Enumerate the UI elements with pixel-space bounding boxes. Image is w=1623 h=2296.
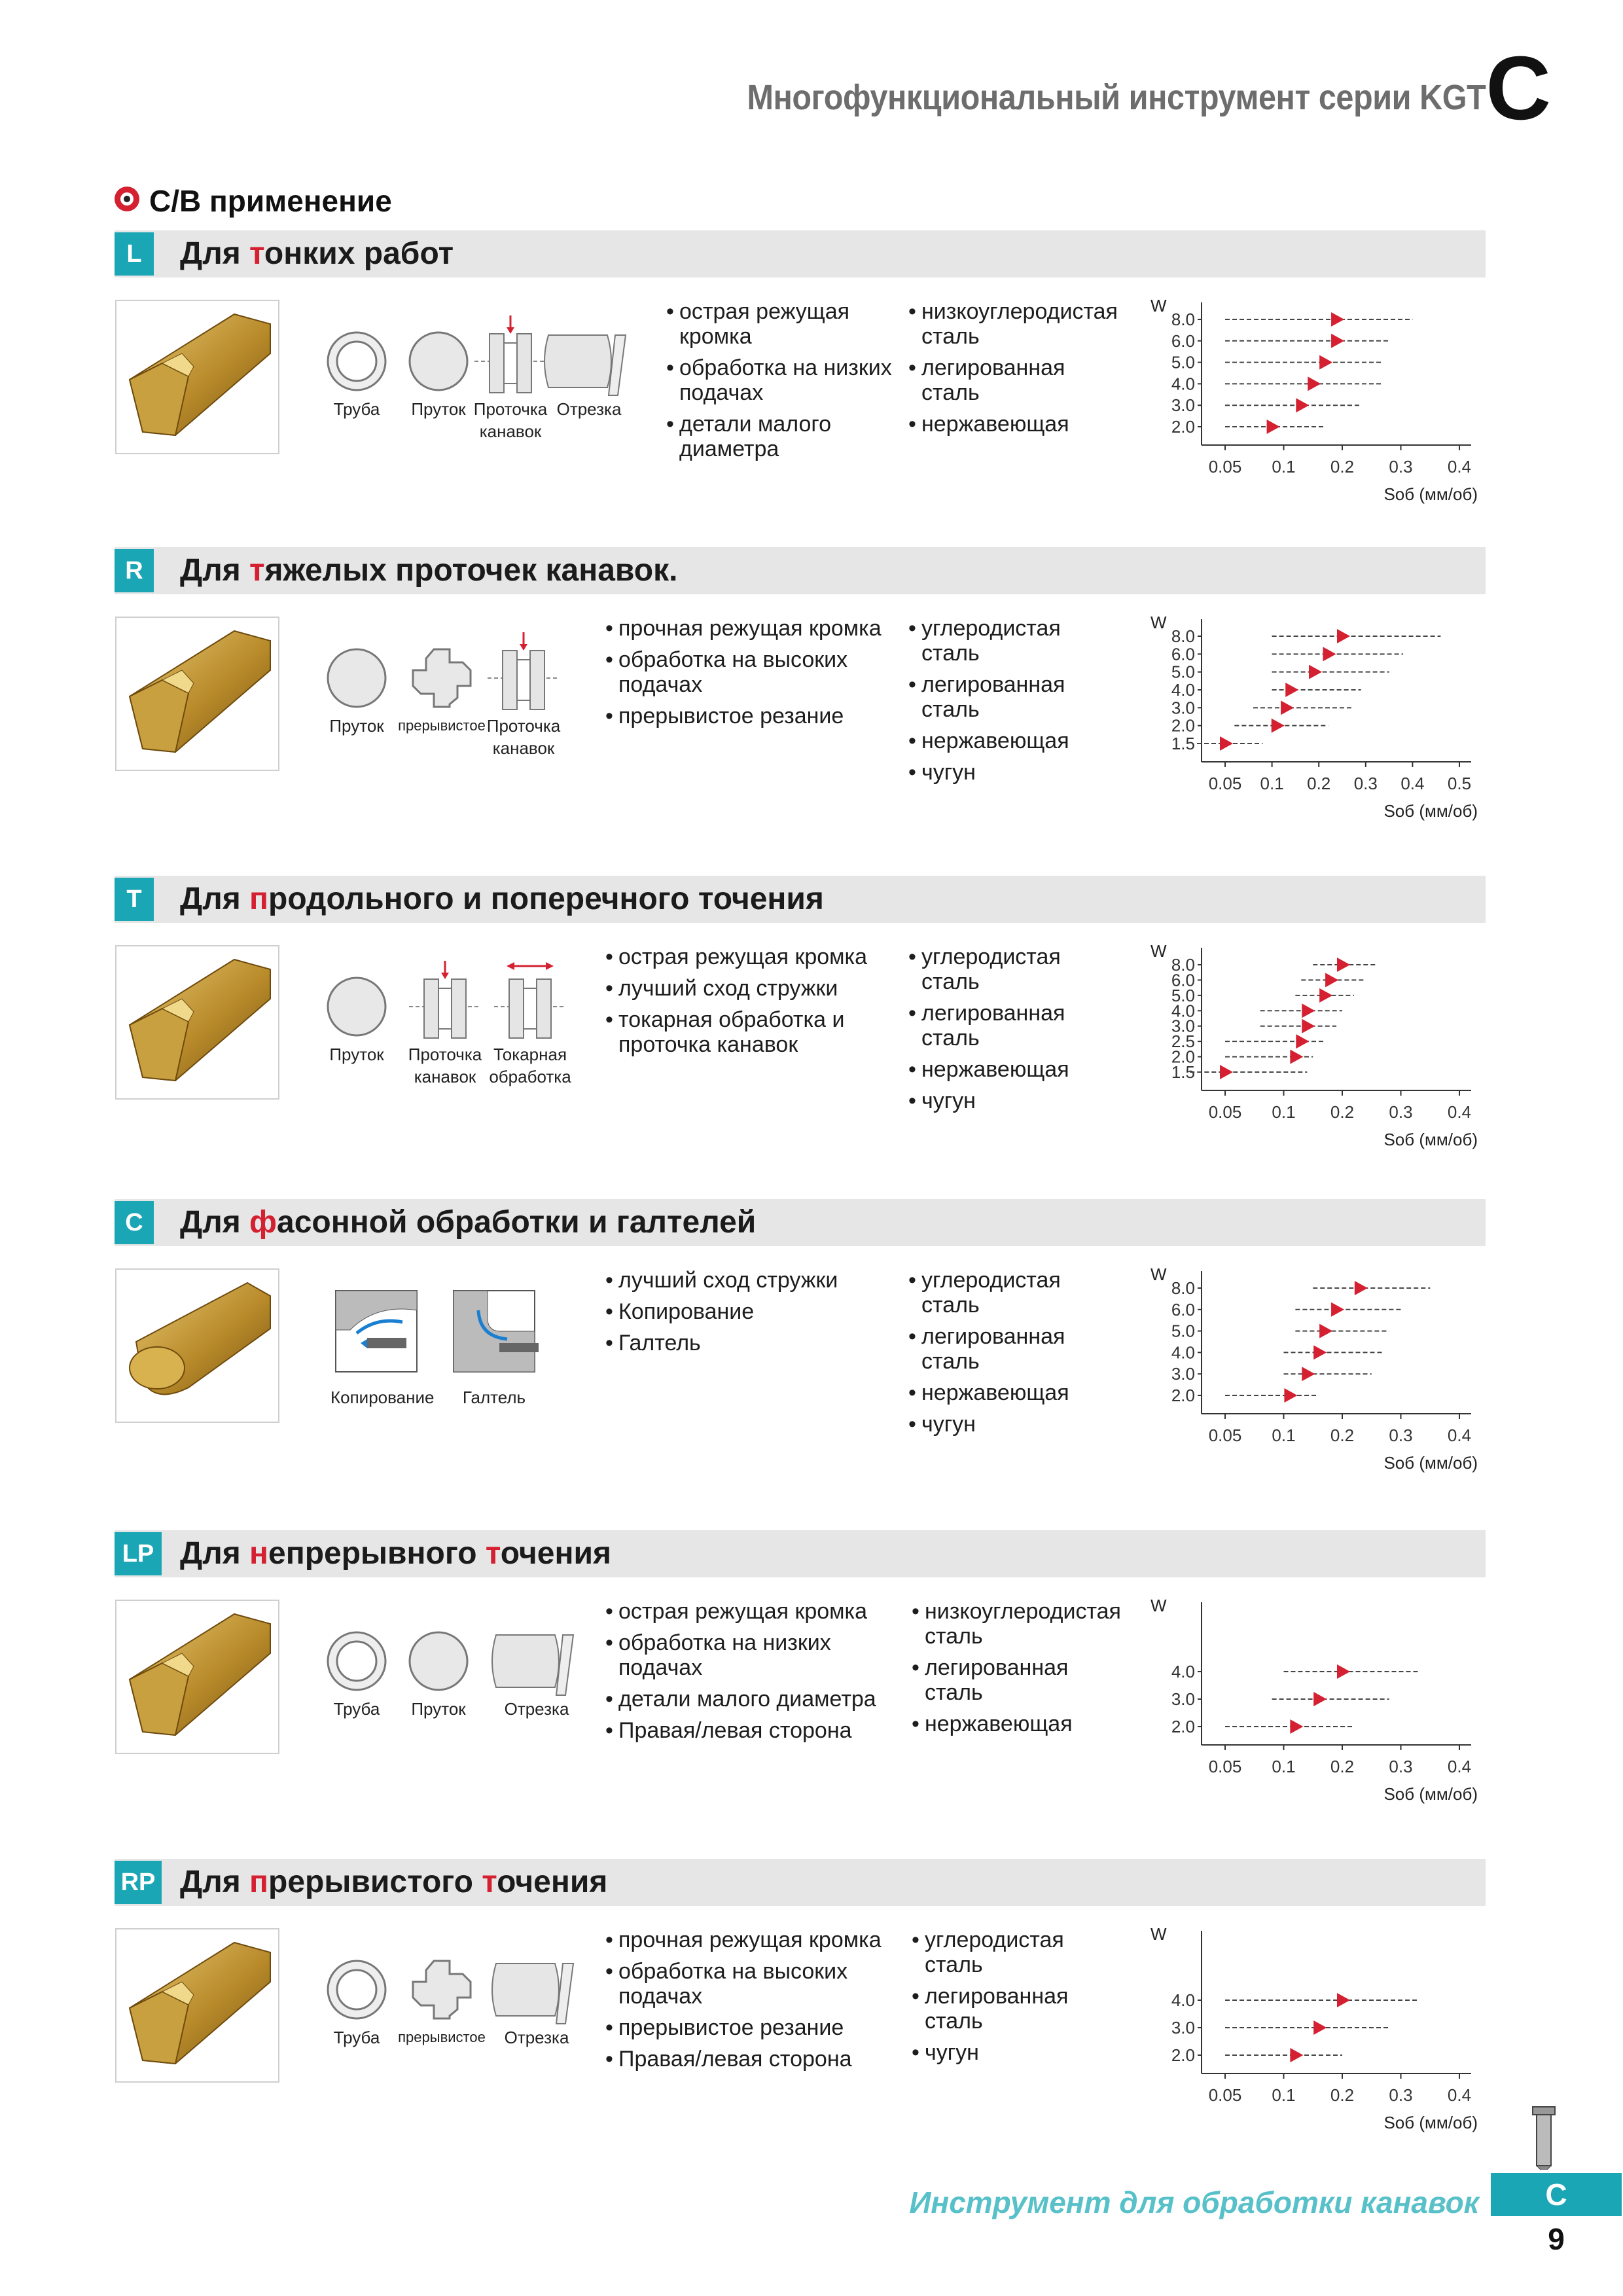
insert-photo	[115, 1268, 279, 1423]
material-item: • легированная сталь	[908, 672, 1124, 722]
feature-item: • обработка на высоких подачах	[605, 1959, 893, 2009]
title-highlight: п	[249, 1865, 269, 1899]
x-tick-label: 0.05	[1208, 774, 1242, 793]
y-tick-label: 2.5	[1171, 1031, 1195, 1052]
feature-item: • острая режущая кромка	[605, 944, 913, 969]
feature-item: • прерывистое резание	[605, 2015, 893, 2040]
application-icon-3	[492, 1964, 573, 2024]
features-list	[605, 1599, 893, 1749]
insert-photo	[115, 1928, 279, 2083]
application-icon-caption: Отрезка	[504, 1699, 569, 1719]
title-text: Для	[180, 1205, 250, 1240]
section-title	[180, 552, 677, 588]
x-tick-label: 0.3	[1389, 1426, 1413, 1445]
x-axis-label: Sоб (мм/об)	[1383, 484, 1478, 504]
title-text: яжелых проточек канавок.	[264, 553, 678, 588]
feature-item: • острая режущая кромка	[605, 1599, 893, 1624]
y-tick-label: 2.0	[1171, 2045, 1195, 2065]
title-highlight: н	[249, 1536, 269, 1571]
application-icon-caption: Пруток	[411, 399, 466, 419]
recommended-feed-marker	[1319, 988, 1332, 1003]
application-icon-caption: Труба	[333, 1699, 380, 1719]
application-icon-2	[413, 1961, 471, 2018]
recommended-feed-marker	[1331, 312, 1344, 327]
recommended-feed-marker	[1355, 1281, 1368, 1295]
material-item: • легированная сталь	[908, 1001, 1124, 1050]
y-tick-label: 5.0	[1171, 985, 1195, 1005]
y-tick-label: 1.5	[1171, 734, 1195, 753]
recommended-feed-marker	[1290, 1050, 1303, 1064]
recommended-feed-marker	[1337, 1664, 1350, 1679]
w-axis-label: W	[1150, 1265, 1167, 1284]
x-tick-label: 0.2	[1330, 457, 1355, 476]
materials-list	[912, 1928, 1128, 2072]
x-tick-label: 0.1	[1272, 1757, 1296, 1776]
x-tick-label: 0.4	[1447, 2085, 1472, 2105]
application-heading: C/B применение	[149, 184, 392, 218]
recommended-feed-marker	[1319, 355, 1332, 370]
section-title	[180, 236, 454, 272]
title-text: очения	[497, 1865, 608, 1899]
material-item: • низкоуглеродистая сталь	[912, 1599, 1128, 1649]
application-icon-caption: Отрезка	[504, 2028, 569, 2047]
material-item: • нержавеющая	[912, 1712, 1128, 1736]
section-letter: C	[1486, 38, 1551, 139]
y-tick-label: 8.0	[1171, 310, 1195, 329]
material-item: • углеродистая сталь	[908, 1268, 1124, 1318]
recommended-feed-marker	[1319, 1324, 1332, 1338]
x-tick-label: 0.05	[1208, 1426, 1242, 1445]
recommended-feed-marker	[1337, 629, 1350, 643]
y-tick-label: 2.0	[1171, 715, 1195, 736]
section-code-badge: LP	[115, 1532, 162, 1575]
insert-photo	[115, 945, 279, 1100]
section-code-badge: T	[115, 878, 154, 921]
recommended-feed-marker	[1325, 973, 1338, 987]
tool-holder-icon	[1518, 2104, 1571, 2170]
application-icon-2	[410, 332, 467, 390]
title-text: Для	[180, 553, 250, 588]
x-tick-label: 0.2	[1307, 774, 1331, 793]
title-text: Для	[180, 1536, 250, 1571]
y-tick-label: 4.0	[1171, 680, 1195, 700]
feature-item: • лучший сход стружки	[605, 1268, 913, 1293]
y-tick-label: 3.0	[1171, 2018, 1195, 2037]
x-axis-label: Sоб (мм/об)	[1383, 1453, 1478, 1473]
y-tick-label: 6.0	[1171, 1299, 1195, 1319]
section-title	[180, 881, 824, 917]
material-item: • нержавеющая	[908, 412, 1124, 437]
title-text: родольного и поперечного точения	[268, 882, 824, 916]
y-tick-label: 3.0	[1171, 698, 1195, 718]
application-icon-2	[413, 649, 471, 707]
application-icon-2	[409, 961, 481, 1038]
recommended-feed-marker	[1220, 736, 1233, 751]
recommended-feed-marker	[1296, 398, 1309, 412]
material-item: • низкоуглеродистая сталь	[908, 299, 1124, 349]
y-tick-label: 8.0	[1171, 626, 1195, 646]
recommended-feed-marker	[1331, 1302, 1344, 1317]
y-tick-label: 4.0	[1171, 1001, 1195, 1021]
x-axis-label: Sоб (мм/об)	[1383, 1130, 1478, 1149]
y-tick-label: 8.0	[1171, 955, 1195, 975]
section-bar-t	[115, 876, 1486, 923]
x-tick-label: 0.5	[1447, 774, 1472, 793]
application-icon-caption: Проточка канавок	[408, 1045, 482, 1086]
x-tick-label: 0.4	[1447, 1426, 1472, 1445]
recommended-feed-marker	[1309, 665, 1322, 679]
recommended-feed-marker	[1284, 1388, 1297, 1403]
feature-item: • Галтель	[605, 1331, 913, 1355]
section-code-badge: R	[115, 549, 154, 592]
title-highlight: т	[485, 1536, 501, 1571]
application-icon-4	[544, 335, 626, 395]
x-tick-label: 0.1	[1272, 1426, 1296, 1445]
title-text: Для	[180, 1865, 250, 1899]
title-highlight: п	[249, 882, 269, 916]
recommended-feed-marker	[1313, 1692, 1327, 1706]
y-tick-label: 4.0	[1171, 1990, 1195, 2010]
y-tick-label: 3.0	[1171, 1364, 1195, 1384]
x-tick-label: 0.3	[1389, 2085, 1413, 2105]
y-tick-label: 5.0	[1171, 1321, 1195, 1341]
application-icon-3	[474, 315, 546, 393]
x-tick-label: 0.1	[1260, 774, 1284, 793]
recommended-feed-marker	[1302, 1003, 1315, 1018]
recommended-feed-marker	[1220, 1065, 1233, 1079]
y-tick-label: 8.0	[1171, 1278, 1195, 1298]
title-highlight: т	[482, 1865, 497, 1899]
feature-item: • Копирование	[605, 1299, 913, 1324]
application-icon-1	[328, 978, 385, 1035]
material-item: • углеродистая сталь	[912, 1928, 1128, 1977]
y-tick-label: 2.0	[1171, 417, 1195, 437]
application-icon-caption: Труба	[333, 399, 380, 419]
application-icon-caption: Проточка канавок	[486, 716, 561, 758]
section-title	[180, 1864, 607, 1900]
recommended-feed-marker	[1313, 1345, 1327, 1359]
material-item: • углеродистая сталь	[908, 944, 1124, 994]
x-tick-label: 0.2	[1330, 1102, 1355, 1122]
recommended-feed-marker	[1302, 1367, 1315, 1381]
feature-item: • обработка на низких подачах	[666, 355, 908, 405]
application-icon-3	[494, 962, 566, 1038]
features-list	[605, 1928, 893, 2078]
w-axis-label: W	[1150, 296, 1167, 315]
application-icons	[308, 1931, 648, 2101]
features-list	[605, 616, 913, 735]
application-icon-caption: Пруток	[329, 1045, 384, 1064]
w-axis-label: W	[1150, 613, 1167, 632]
material-item: • чугун	[912, 2040, 1128, 2065]
section-bar-c	[115, 1199, 1486, 1246]
title-text: асонной обработки и галтелей	[277, 1205, 757, 1240]
recommended-feed-marker	[1267, 420, 1280, 434]
insert-photo	[115, 300, 279, 454]
recommended-feed-marker	[1337, 1993, 1350, 2007]
features-list	[605, 944, 913, 1064]
recommended-feed-marker	[1337, 958, 1350, 972]
material-item: • нержавеющая	[908, 1380, 1124, 1405]
x-tick-label: 0.2	[1330, 1757, 1355, 1776]
materials-list	[908, 944, 1124, 1120]
title-text: очения	[500, 1536, 611, 1571]
recommended-feed-marker	[1281, 700, 1294, 715]
title-text: епрерывного	[268, 1536, 486, 1571]
section-title	[180, 1204, 756, 1240]
x-tick-label: 0.3	[1389, 457, 1413, 476]
material-item: • чугун	[908, 760, 1124, 785]
x-tick-label: 0.4	[1447, 1102, 1472, 1122]
application-icon-caption: Галтель	[462, 1388, 526, 1407]
application-icons	[308, 302, 648, 473]
feature-item: • прочная режущая кромка	[605, 1928, 893, 1952]
y-tick-label: 2.0	[1171, 1717, 1195, 1736]
x-axis-label: Sоб (мм/об)	[1383, 801, 1478, 821]
x-tick-label: 0.1	[1272, 2085, 1296, 2105]
x-tick-label: 0.05	[1208, 1757, 1242, 1776]
application-icon-caption: Отрезка	[556, 399, 622, 419]
feed-range-chart	[1144, 613, 1510, 848]
feature-item: • Правая/левая сторона	[605, 2047, 893, 2072]
application-icon-3	[492, 1635, 573, 1695]
x-tick-label: 0.05	[1208, 457, 1242, 476]
x-tick-label: 0.3	[1389, 1102, 1413, 1122]
application-icon-caption: Копирование	[330, 1388, 435, 1407]
feed-range-chart	[1144, 1265, 1510, 1500]
application-icon-caption: Токарная обработка	[489, 1045, 571, 1086]
x-axis-label: Sоб (мм/об)	[1383, 2113, 1478, 2132]
y-tick-label: 3.0	[1171, 395, 1195, 416]
recommended-feed-marker	[1290, 2048, 1303, 2062]
insert-photo	[115, 1600, 279, 1754]
y-tick-label: 3.0	[1171, 1016, 1195, 1036]
material-item: • легированная сталь	[912, 1655, 1128, 1705]
x-tick-label: 0.4	[1447, 457, 1472, 476]
x-tick-label: 0.1	[1272, 1102, 1296, 1122]
x-tick-label: 0.2	[1330, 2085, 1355, 2105]
section-code-badge: RP	[115, 1861, 162, 1904]
application-icon-caption: прерывистое	[398, 2029, 486, 2045]
x-tick-label: 0.05	[1208, 1102, 1242, 1122]
footer-caption: Инструмент для обработки канавок	[909, 2185, 1479, 2219]
feature-item: • детали малого диаметра	[605, 1687, 893, 1712]
section-bar-r	[115, 547, 1486, 594]
y-tick-label: 6.0	[1171, 644, 1195, 664]
y-tick-label: 4.0	[1171, 1662, 1195, 1681]
application-icon-1	[328, 1632, 385, 1690]
application-icon-caption: Труба	[333, 2028, 380, 2047]
title-highlight: т	[249, 236, 264, 271]
feature-item: • обработка на низких подачах	[605, 1630, 893, 1680]
y-tick-label: 1.5	[1171, 1062, 1195, 1082]
feature-item: • острая режущая кромка	[666, 299, 908, 349]
y-tick-label: 2.0	[1171, 1047, 1195, 1067]
material-item: • легированная сталь	[908, 355, 1124, 405]
feed-range-chart	[1144, 296, 1510, 531]
y-tick-label: 2.0	[1171, 1386, 1195, 1405]
feature-item: • детали малого диаметра	[666, 412, 908, 461]
y-tick-label: 5.0	[1171, 662, 1195, 682]
application-icon-caption: прерывистое	[398, 717, 486, 734]
application-icons	[308, 1271, 648, 1441]
application-icons	[308, 948, 648, 1118]
x-tick-label: 0.4	[1447, 1757, 1472, 1776]
materials-list	[912, 1599, 1128, 1743]
feature-item: • обработка на высоких подачах	[605, 647, 913, 697]
feature-item: • Правая/левая сторона	[605, 1718, 893, 1743]
section-bar-rp	[115, 1859, 1486, 1906]
page-number: 9	[1548, 2222, 1565, 2256]
application-icon-2	[454, 1291, 539, 1372]
recommended-feed-marker	[1296, 1034, 1309, 1049]
application-icons	[308, 1602, 648, 1772]
recommended-feed-marker	[1272, 719, 1285, 733]
w-axis-label: W	[1150, 941, 1167, 961]
recommended-feed-marker	[1302, 1019, 1315, 1033]
x-tick-label: 0.2	[1330, 1426, 1355, 1445]
y-tick-label: 3.0	[1171, 1689, 1195, 1709]
recommended-feed-marker	[1285, 683, 1298, 697]
materials-list	[908, 616, 1124, 791]
section-code-badge: L	[115, 232, 154, 276]
application-icon-1	[328, 1961, 385, 2018]
material-item: • чугун	[908, 1088, 1124, 1113]
w-axis-label: W	[1150, 1924, 1167, 1944]
application-icon-caption: Пруток	[411, 1699, 466, 1719]
material-item: • нержавеющая	[908, 728, 1124, 753]
x-tick-label: 0.3	[1389, 1757, 1413, 1776]
feed-range-chart	[1144, 941, 1510, 1177]
materials-list	[908, 1268, 1124, 1443]
application-icon-1	[336, 1291, 417, 1372]
w-axis-label: W	[1150, 1596, 1167, 1615]
bullet-circle-icon	[115, 187, 139, 211]
feature-item: • лучший сход стружки	[605, 976, 913, 1001]
page-header-title: Многофункциональный инструмент серии KGT	[747, 78, 1486, 117]
application-icon-1	[328, 332, 385, 390]
title-highlight: т	[249, 553, 265, 588]
recommended-feed-marker	[1308, 376, 1321, 391]
application-icon-3	[488, 632, 560, 709]
y-tick-label: 4.0	[1171, 374, 1195, 394]
recommended-feed-marker	[1313, 2020, 1327, 2035]
section-title	[180, 1535, 611, 1571]
x-tick-label: 0.4	[1400, 774, 1425, 793]
title-text: онких работ	[264, 236, 454, 271]
title-text: Для	[180, 236, 250, 271]
material-item: • чугун	[908, 1412, 1124, 1437]
application-icon-caption: Пруток	[329, 716, 384, 736]
title-highlight: ф	[249, 1205, 277, 1240]
title-text: рерывистого	[268, 1865, 482, 1899]
application-icon-2	[410, 1632, 467, 1690]
y-tick-label: 6.0	[1171, 970, 1195, 990]
recommended-feed-marker	[1323, 647, 1336, 661]
recommended-feed-marker	[1290, 1719, 1303, 1734]
x-axis-label: Sоб (мм/об)	[1383, 1784, 1478, 1804]
section-bar-l	[115, 230, 1486, 278]
y-tick-label: 5.0	[1171, 352, 1195, 372]
section-bar-lp	[115, 1530, 1486, 1577]
features-list	[666, 299, 908, 468]
feature-item: • токарная обработка и проточка канавок	[605, 1007, 913, 1057]
feed-range-chart	[1144, 1924, 1510, 2160]
feature-item: • прочная режущая кромка	[605, 616, 913, 641]
section-code-badge: C	[115, 1201, 154, 1244]
feed-range-chart	[1144, 1596, 1510, 1831]
application-icons	[308, 619, 648, 789]
x-tick-label: 0.1	[1272, 457, 1296, 476]
application-icon-caption: Проточка канавок	[473, 399, 548, 441]
insert-photo	[115, 617, 279, 771]
feature-item: • прерывистое резание	[605, 704, 913, 728]
features-list	[605, 1268, 913, 1362]
application-icon-1	[328, 649, 385, 707]
x-tick-label: 0.3	[1353, 774, 1378, 793]
x-tick-label: 0.05	[1208, 2085, 1242, 2105]
material-item: • легированная сталь	[912, 1984, 1128, 2034]
material-item: • легированная сталь	[908, 1324, 1124, 1374]
title-text: Для	[180, 882, 250, 916]
y-tick-label: 4.0	[1171, 1342, 1195, 1363]
y-tick-label: 6.0	[1171, 331, 1195, 351]
footer-tab: C	[1491, 2173, 1622, 2216]
material-item: • углеродистая сталь	[908, 616, 1124, 666]
recommended-feed-marker	[1331, 334, 1344, 348]
materials-list	[908, 299, 1124, 443]
material-item: • нержавеющая	[908, 1057, 1124, 1082]
